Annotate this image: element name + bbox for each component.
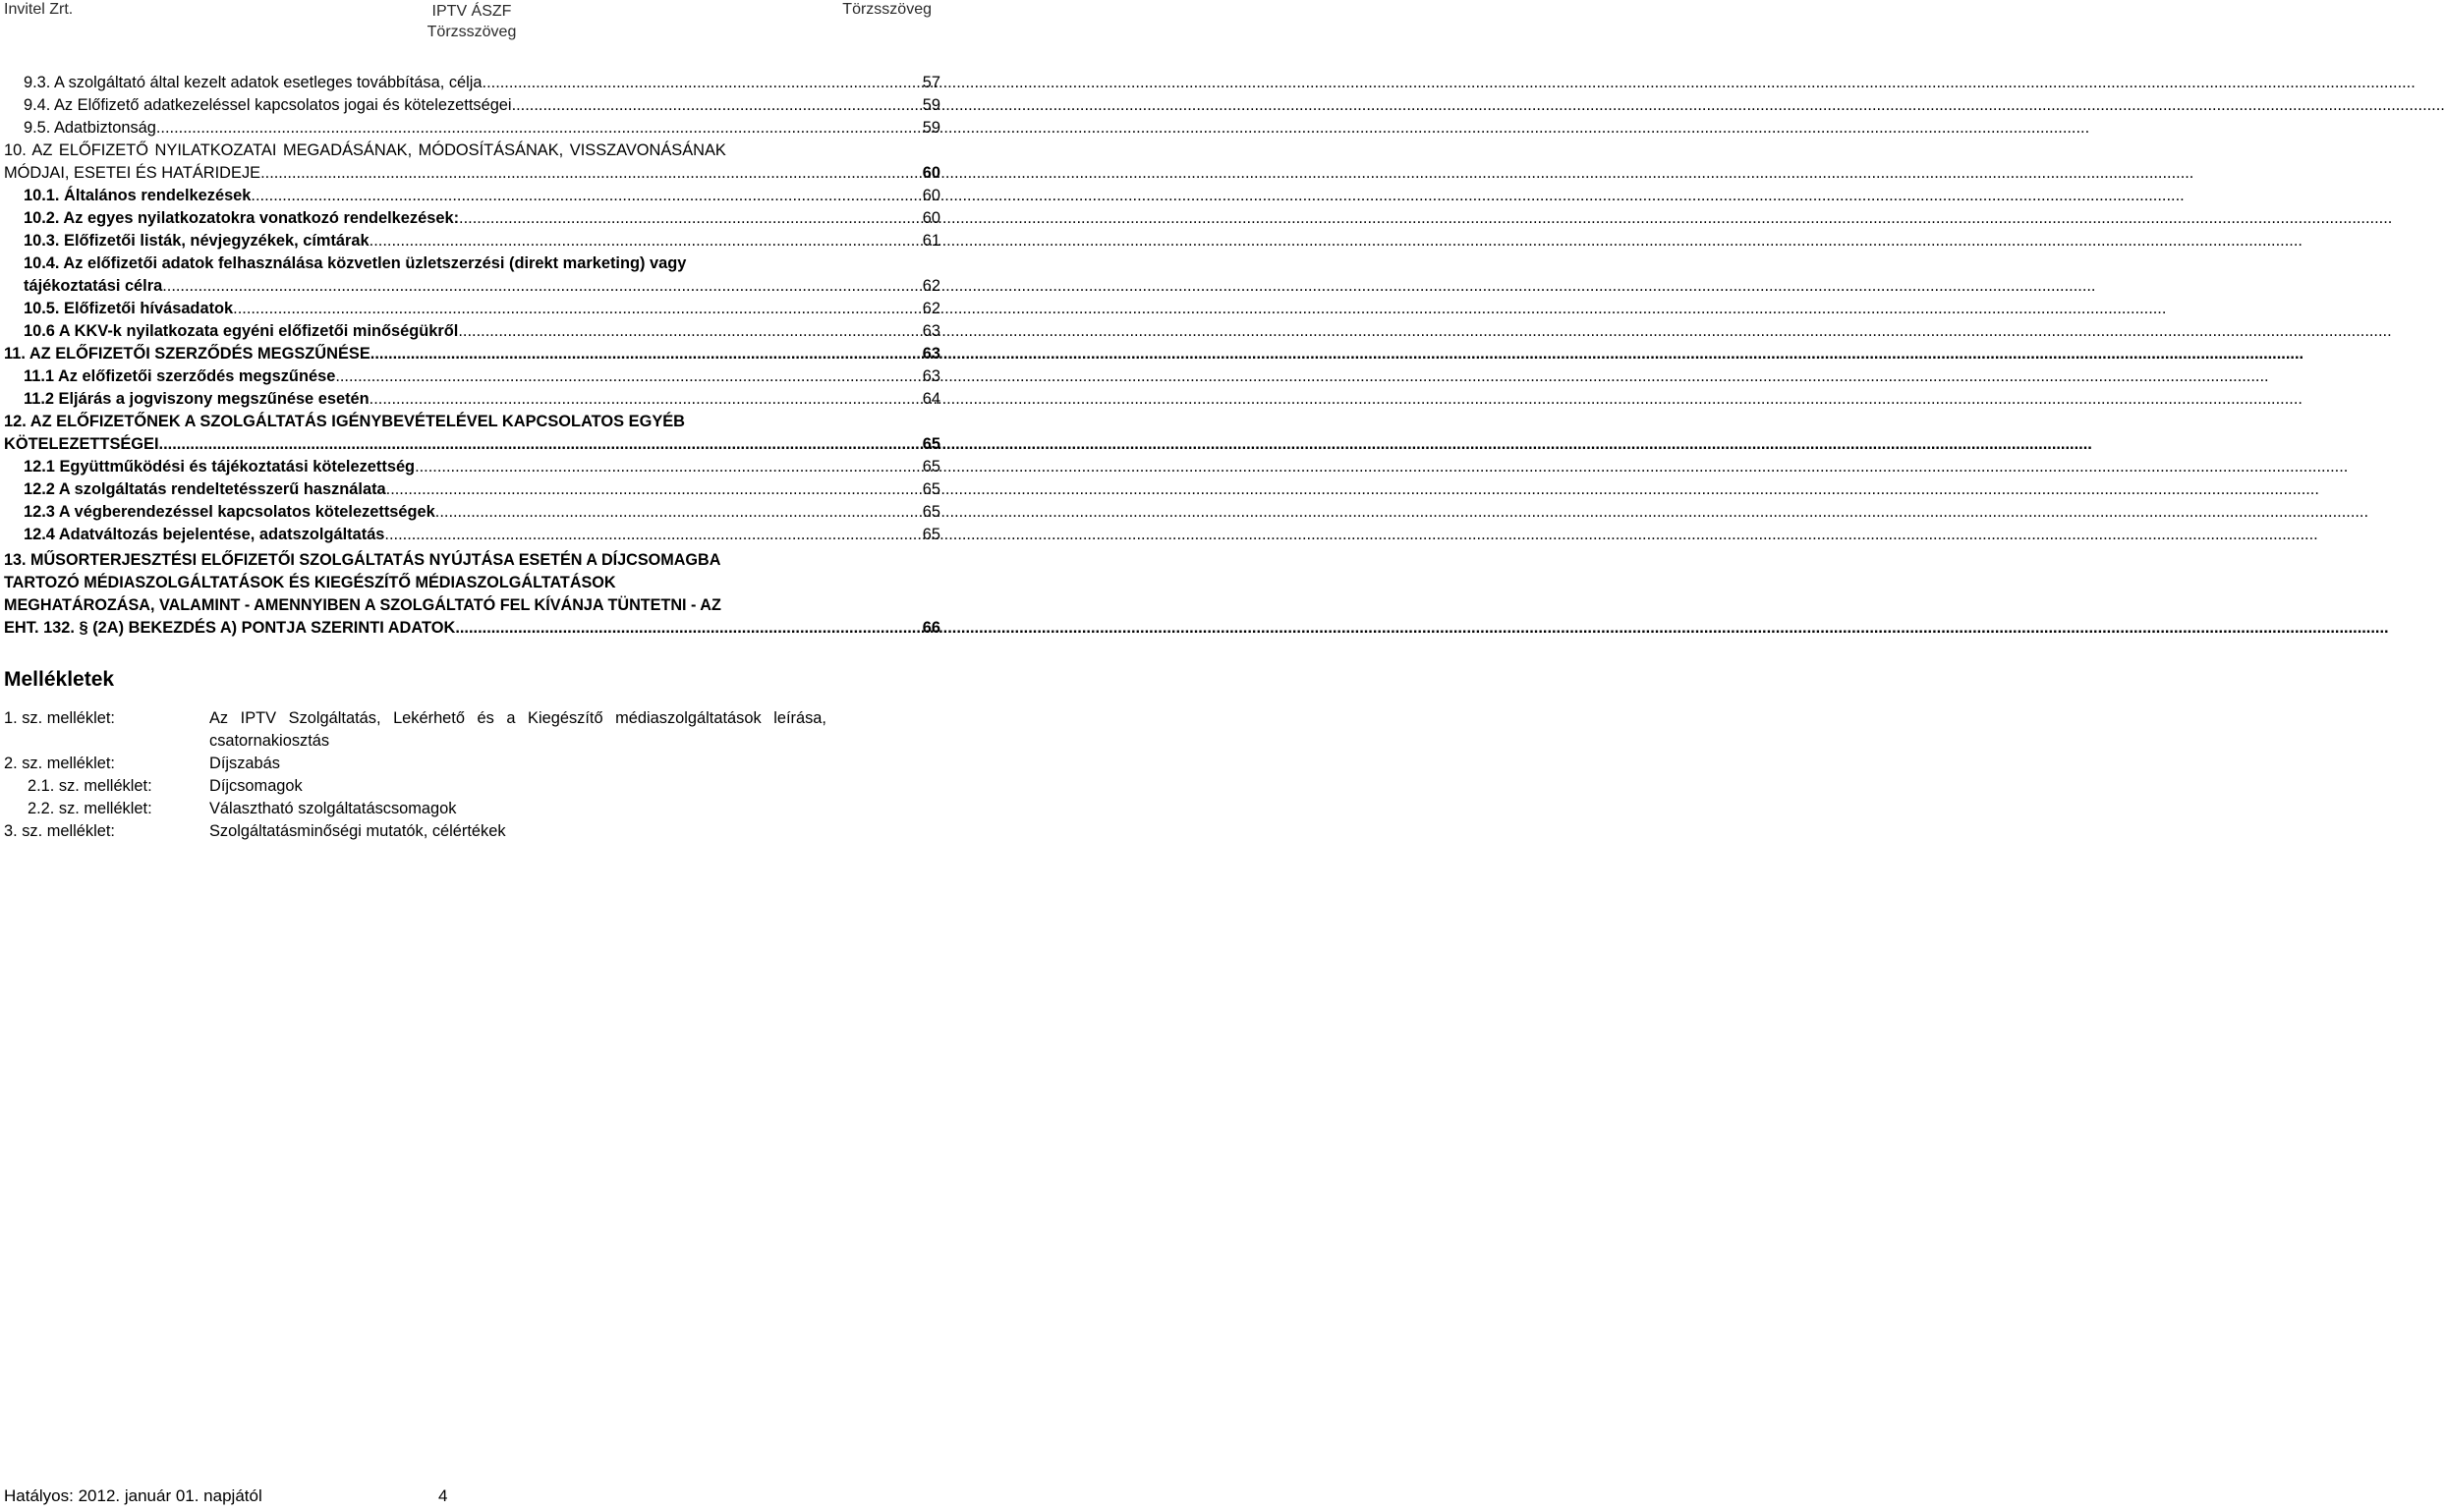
toc-entry-title: 9.5. Adatbiztonság [24,119,156,137]
annex-label: 2. sz. melléklet: [4,755,115,772]
toc-entry[interactable] [4,551,940,642]
annex-value [209,709,940,728]
toc-leader [455,619,922,638]
toc-entry-title: 12.1 Együttműködési és tájékoztatási kötelezettség [24,458,416,476]
annex-item [4,709,940,732]
toc-entry[interactable] [4,141,940,187]
annex-item [4,755,940,777]
toc-entry[interactable] [4,96,940,119]
toc-entry[interactable] [4,390,940,413]
toc-entry-title: KÖTELEZETTSÉGEI [4,435,159,453]
footer-effective-date: Hatályos: 2012. január 01. napjától [4,1486,262,1505]
annex-value: Választható szolgáltatáscsomagok [209,800,457,817]
annex-label: 3. sz. melléklet: [4,822,115,840]
toc-entry-title: 12.4 Adatváltozás bejelentése, adatszolgáltatás [24,526,385,543]
toc-leader [370,232,923,251]
toc-entry[interactable] [4,345,940,367]
annex-value-text: Az IPTV Szolgáltatás, Lekérhető és a Kiegészítő médiaszolgáltatások leírása, [209,709,826,727]
toc-entry-page: 65 [922,458,940,476]
toc-entry-title: 12.3 A végberendezéssel kapcsolatos kötelezettségek [24,503,435,521]
annex-list [4,709,940,845]
toc-entry-title-line: 13. MŰSORTERJESZTÉSI ELŐFIZETŐI SZOLGÁLTATÁS NYÚJTÁSA ESETÉN A DÍJCSOMAGBA [4,551,721,569]
header-company: Invitel Zrt. [4,1,74,18]
toc-entry-title-first: 10.4. Az előfizetői adatok felhasználása közvetlen üzletszerzési (direkt marketing) vagy [24,254,687,272]
toc-entry-page: 60 [922,209,940,227]
toc-entry[interactable] [4,480,940,503]
toc-entry[interactable] [4,300,940,322]
toc-leader [458,322,922,341]
toc-entry[interactable] [4,74,940,96]
toc-entry-title-line: TARTOZÓ MÉDIASZOLGÁLTATÁSOK ÉS KIEGÉSZÍTŐ MÉDIASZOLGÁLTATÁSOK [4,574,616,591]
header-right-label: Törzsszöveg [842,1,932,18]
toc-entry-page: 57 [922,74,940,91]
toc-entry-title: 11.2 Eljárás a jogviszony megszűnése esetén [24,390,370,408]
header-doc-subtitle: Törzsszöveg [426,24,517,40]
annex-value-cont: csatornakiosztás [209,732,330,750]
toc-entry-title: 12.2 A szolgáltatás rendeltetésszerű használata [24,480,386,498]
toc-entry[interactable] [4,503,940,526]
toc-entry-page: 65 [922,503,940,521]
toc-entry-page: 60 [922,187,940,204]
annex-item [4,777,940,800]
toc-leader [384,526,922,544]
annex-value: Díjszabás [209,755,280,772]
toc-leader [335,367,922,386]
toc-entry-title-line: 10. AZ ELŐFIZETŐ NYILATKOZATAI MEGADÁSÁNAK, MÓDOSÍTÁSÁNAK, VISSZAVONÁSÁNAK [4,141,726,159]
toc-entry-last-line [4,619,940,642]
toc-entry[interactable] [4,209,940,232]
toc-entry[interactable] [4,187,940,209]
toc-entry[interactable] [4,254,940,300]
toc-entry-title-line [4,254,940,277]
toc-entry-title: EHT. 132. § (2A) BEKEZDÉS A) PONTJA SZERINTI ADATOK [4,619,456,637]
footer-page-number: 4 [438,1486,448,1505]
toc-entry[interactable] [4,526,940,548]
toc-entry-page: 61 [922,232,940,250]
toc-entry-page: 59 [922,96,940,114]
toc-entry-page: 62 [922,277,940,295]
annex-label: 2.1. sz. melléklet: [28,777,152,795]
toc-entry[interactable] [4,413,940,458]
toc-leader [162,277,923,296]
toc-entry[interactable] [4,119,940,141]
toc-entry-title: 11. AZ ELŐFIZETŐI SZERZŐDÉS MEGSZŰNÉSE [4,345,370,363]
toc-entry-title: 11.1 Az előfizetői szerződés megszűnése [24,367,336,385]
toc-entry-page: 63 [922,322,940,340]
toc-entry-last-line [4,277,940,300]
annex-item [4,800,940,822]
toc-entry-page: 60 [922,164,940,182]
toc-leader [370,345,923,364]
toc-leader [483,74,923,92]
toc-entry-page: 62 [922,300,940,317]
toc-leader [156,119,923,138]
annex-label: 1. sz. melléklet: [4,709,115,727]
toc-entry-title-line: 12. AZ ELŐFIZETŐNEK A SZOLGÁLTATÁS IGÉNYBEVÉTELÉVEL KAPCSOLATOS EGYÉB [4,413,686,430]
toc-entry-title-line: MEGHATÁROZÁSA, VALAMINT - AMENNYIBEN A SZOLGÁLTATÓ FEL KÍVÁNJA TÜNTETNI - AZ [4,596,721,614]
annex-heading: Mellékletek [4,668,115,691]
toc-entry-last-line [4,164,940,187]
toc-entry[interactable] [4,458,940,480]
toc-entry-title: 10.2. Az egyes nyilatkozatokra vonatkozó rendelkezések: [24,209,460,227]
toc-entry-last-line [4,435,940,458]
toc-entry-title: 10.6 A KKV-k nyilatkozata egyéni előfizetői minőségükről [24,322,459,340]
toc-leader [251,187,922,205]
toc-entry-title: 9.3. A szolgáltató által kezelt adatok esetleges továbbítása, célja [24,74,483,91]
toc-entry-page: 63 [922,367,940,385]
table-of-contents [4,74,940,642]
toc-entry-page: 65 [922,435,940,453]
toc-leader [370,390,923,409]
toc-entry-title: 9.4. Az Előfizető adatkezeléssel kapcsolatos jogai és kötelezettségei [24,96,512,114]
toc-leader [159,435,923,454]
toc-leader [435,503,923,522]
toc-leader [459,209,923,228]
toc-entry-page: 65 [922,526,940,543]
toc-leader [415,458,923,476]
toc-leader [386,480,923,499]
annex-item-cont [4,732,940,755]
toc-entry-title: 10.3. Előfizetői listák, névjegyzékek, címtárak [24,232,370,250]
toc-entry-title: 10.1. Általános rendelkezések [24,187,252,204]
toc-entry-title: MÓDJAI, ESETEI ÉS HATÁRIDEJE [4,164,261,182]
toc-entry[interactable] [4,322,940,345]
toc-entry-title: tájékoztatási célra [24,277,163,295]
page-header [0,0,943,39]
toc-entry-page: 64 [922,390,940,408]
annex-label: 2.2. sz. melléklet: [28,800,152,817]
header-center [0,1,943,42]
toc-entry[interactable] [4,367,940,390]
header-doc-title: IPTV ÁSZF [431,3,512,20]
toc-entry-title: 10.5. Előfizetői hívásadatok [24,300,234,317]
annex-value: Szolgáltatásminőségi mutatók, célértékek [209,822,506,840]
annex-item [4,822,940,845]
toc-leader [512,96,923,115]
toc-entry-page: 63 [922,345,940,363]
toc-entry-page: 65 [922,480,940,498]
annex-value: Díjcsomagok [209,777,303,795]
toc-entry[interactable] [4,232,940,254]
toc-entry-page: 59 [922,119,940,137]
toc-leader [233,300,923,318]
toc-entry-page: 66 [922,619,940,637]
toc-leader [260,164,923,183]
